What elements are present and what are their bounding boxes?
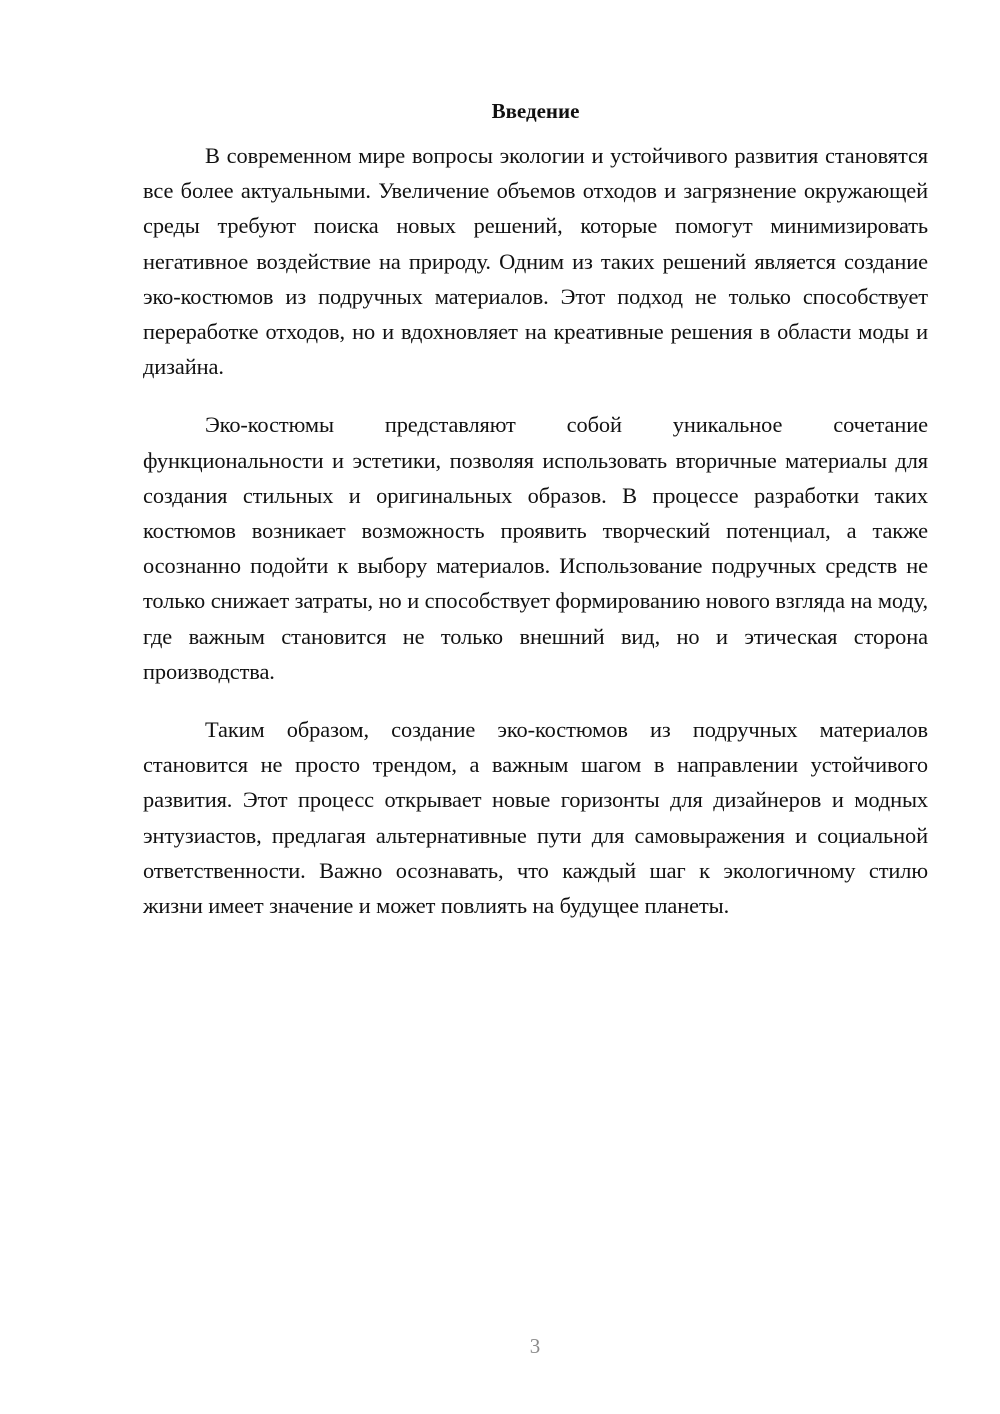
section-title: Введение [491, 99, 580, 123]
page-number: 3 [529, 1334, 541, 1358]
paragraph-1: В современном мире вопросы экологии и устойчивого развития становятся все более актуальными. Увеличение объемов отходов и загрязнение окружающей среды требуют поиска новых решений, которые помогут минимизировать негативное воздействие на природу. Одним из таких решений является создание эко-костюмов из подручных материалов. Этот подход не только способствует переработке отходов, но и вдохновляет на креативные решения в области моды и дизайна. [143, 143, 928, 380]
page-content [143, 96, 928, 946]
paragraph-3: Таким образом, создание эко-костюмов из подручных материалов становится не просто трендом, а важным шагом в направлении устойчивого развития. Этот процесс открывает новые горизонты для дизайнеров и модных энтузиастов, предлагая альтернативные пути для самовыражения и социальной ответственности. Важно осознавать, что каждый шаг к экологичному стилю жизни имеет значение и может повлиять на будущее планеты. [143, 717, 928, 919]
paragraph-2: Эко-костюмы представляют собой уникальное сочетание функциональности и эстетики, позволяя использовать вторичные материалы для создания стильных и оригинальных образов. В процессе разработки таких костюмов возникает возможность проявить творческий потенциал, а также осознанно подойти к выбору материалов. Использование подручных средств не только снижает затраты, но и способствует формированию нового взгляда на моду, где важным становится не только внешний вид, но и этическая сторона производства. [143, 412, 928, 684]
